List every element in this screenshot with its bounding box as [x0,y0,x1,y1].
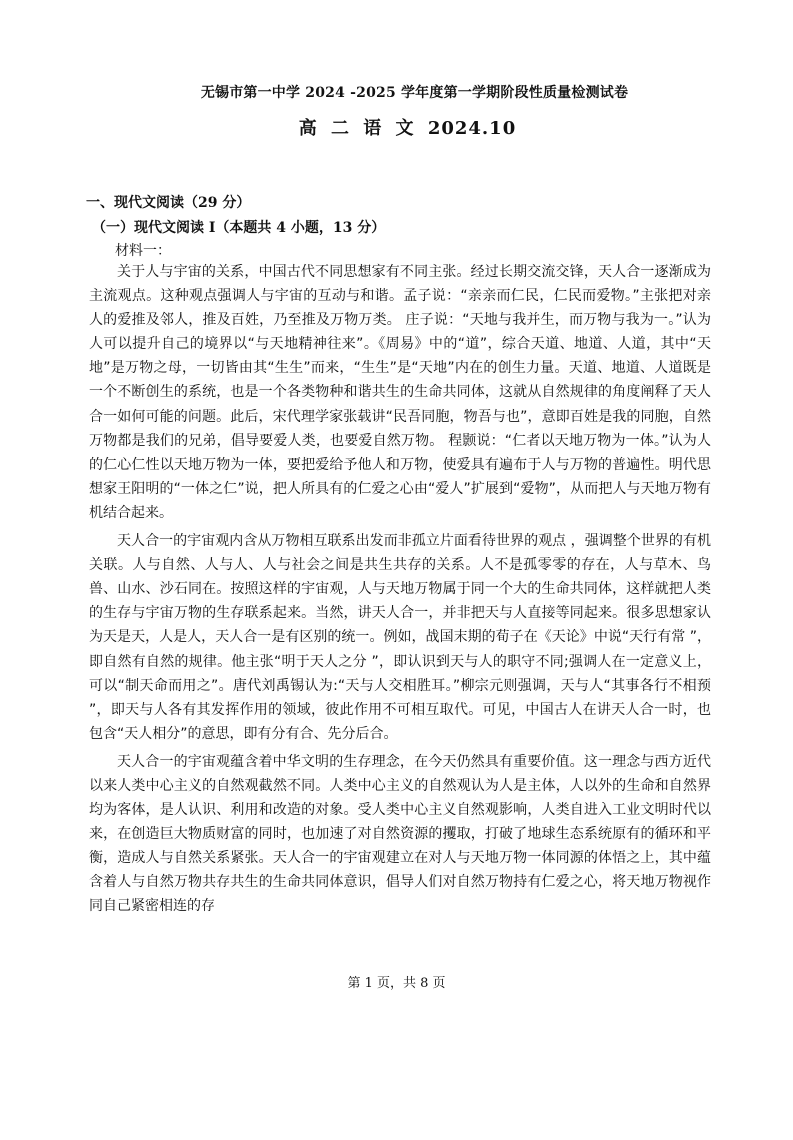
passage-paragraph-2: 天人合一的宇宙观内含从万物相互联系出发而非孤立片面看待世界的观点 ，强调整个世界的有机关联。人与自然、人与人、人与社会之间是共生共存的关系。人不是孤零零的存在，人与草木、鸟兽、山水、沙石同在。按照这样的宇宙观，人与天地万物属于同一个大的生命共同体，这样就把人类的生存与宇宙万物的生存联系起来。当然，讲天人合一，并非把天与人直接等同起来。很多思想家认为天是天，人是人，天人合一是有区别的统一。例如，战国末期的荀子在《天论》中说“天行有常 ”，即自然有自然的规律。他主张“明于天人之分 ”，即认识到天与人的职守不同;强调人在一定意义上，可以“制天命而用之”。唐代刘禹锡认为:“天与人交相胜耳。”柳宗元则强调，天与人“其事各行不相预 ”，即天与人各有其发挥作用的领域，彼此作用不可相互取代。可见，中国古人在讲天人合一时，也包含“天人相分”的意思，即有分有合、先分后合。 [89,533,711,742]
subject-title: 高 二 语 文 2024.10 [298,118,517,139]
subsection-heading-reading-1: （一）现代文阅读 I（本题共 4 小题，13 分） [92,220,386,236]
exam-title: 无锡市第一中学 2024 -2025 学年度第一学期阶段性质量检测试卷 [200,85,629,101]
section-heading-modern-reading: 一、现代文阅读（29 分） [86,195,251,211]
reading-passage [89,260,711,919]
material-label: 材料一： [115,243,171,259]
passage-paragraph-3: 天人合一的宇宙观蕴含着中华文明的生存理念，在今天仍然具有重要价值。这一理念与西方近代以来人类中心主义的自然观截然不同。人类中心主义的自然观认为人是主体，人以外的生命和自然界均为客体，是人认识、利用和改造的对象。受人类中心主义自然观影响，人类自进入工业文明时代以来，在创造巨大物质财富的同时，也加速了对自然资源的攫取，打破了地球生态系统原有的循环和平衡，造成人与自然关系紧张。天人合一的宇宙观建立在对人与天地万物一体同源的体悟之上，其中蕴含着人与自然万物共存共生的生命共同体意识，倡导人们对自然万物持有仁爱之心，将天地万物视作同自己紧密相连的存 [89,753,711,915]
page-footer: 第 1 页，共 8 页 [347,976,446,991]
passage-paragraph-1: 关于人与宇宙的关系，中国古代不同思想家有不同主张。经过长期交流交锋，天人合一逐渐成为主流观点。这种观点强调人与宇宙的互动与和谐。孟子说：“亲亲而仁民，仁民而爱物。”主张把对亲人的爱推及邻人，推及百姓，乃至推及万物万类。 庄子说：“天地与我并生，而万物与我为一。”认为人可以提升自己的境界以“与天地精神往来”。《周易》中的“道”，综合天道、地道、人道，其中“天地”是万物之母，一切皆由其“生生”而来，“生生”是“天地”内在的创生力量。天道、地道、人道既是一个不断创生的系统，也是一个各类物种和谐共生的生命共同体，这就从自然规律的角度阐释了天人合一如何可能的问题。此后，宋代理学家张载讲“民吾同胞，物吾与也”，意即百姓是我的同胞，自然万物都是我们的兄弟，倡导要爱人类，也要爱自然万物。 程颢说：“仁者以天地万物为一体。”认为人的仁心仁性以天地万物为一体，要把爱给予他人和万物，使爱具有遍布于人与万物的普遍性。明代思想家王阳明的“一体之仁”说，把人所具有的仁爱之心由“爱人”扩展到“爱物”，从而把人与天地万物有机结合起来。 [89,264,711,521]
